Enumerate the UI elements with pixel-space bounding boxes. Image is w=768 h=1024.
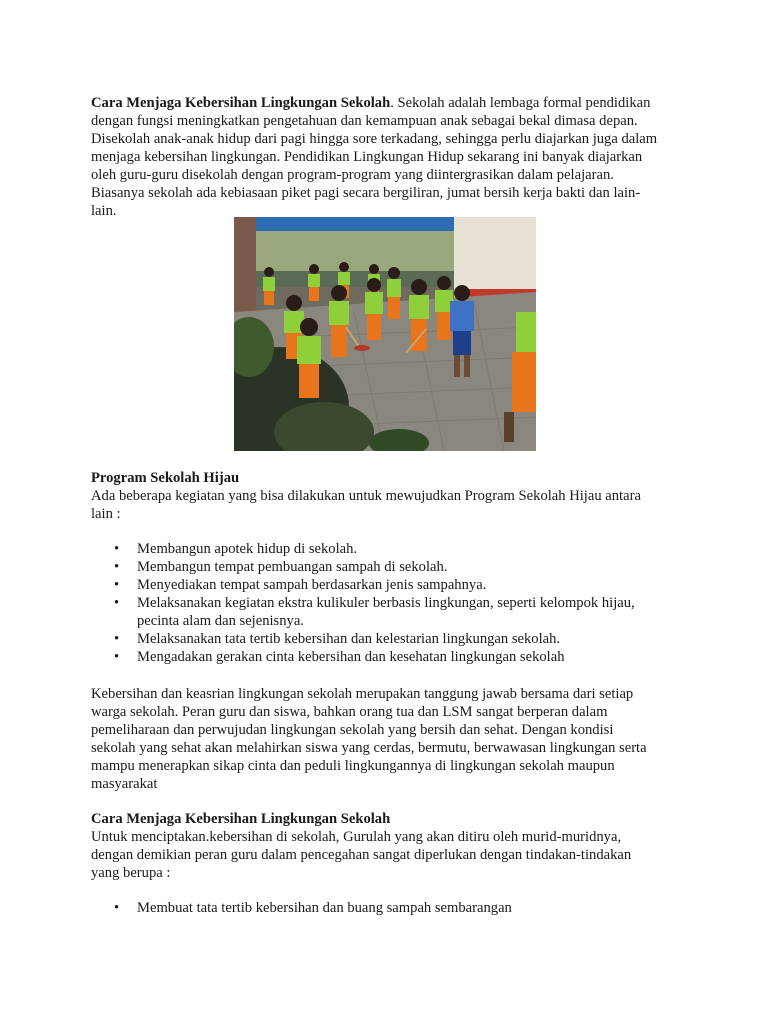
cara-menjaga-section	[91, 810, 691, 882]
text-line: Kebersihan dan keasrian lingkungan sekolah merupakan tanggung jawab bersama dari setiap	[91, 686, 634, 702]
text-line: lain.	[91, 203, 117, 219]
text-line: pemeliharaan dan perwujudan lingkungan sekolah yang bersih dan sehat. Dengan kondisi	[91, 722, 614, 738]
text-line: yang berupa :	[91, 865, 171, 881]
kebersihan-paragraph	[91, 685, 691, 793]
text-line: oleh guru-guru disekolah dengan program-program yang diintergrasikan dalam pelajaran.	[91, 167, 614, 183]
text-line: Biasanya sekolah ada kebiasaan piket pagi secara bergiliran, jumat bersih kerja bakti dan lain-	[91, 185, 641, 201]
list-item: • Membangun apotek hidup di sekolah.	[91, 540, 691, 558]
building-wall	[254, 231, 464, 271]
list-item: • Menyediakan tempat sampah berdasarkan jenis sampahnya.	[91, 576, 691, 594]
photo-illustration	[234, 217, 536, 451]
list-item: • Membangun tempat pembuangan sampah di sekolah.	[91, 558, 691, 576]
text-line: dengan fungsi meningkatkan pengetahuan dan kemampuan anak sebagai bekal dimasa depan.	[91, 113, 638, 129]
text-line: menjaga kebersihan lingkungan. Pendidikan Lingkungan Hidup sekarang ini banyak diajarkan	[91, 149, 643, 165]
text-line: mampu menerapkan sikap cinta dan peduli lingkungannya di lingkungan sekolah maupun	[91, 758, 615, 774]
list-item: • Melaksanakan tata tertib kebersihan dan kelestarian lingkungan sekolah.	[91, 630, 691, 648]
text-line: Disekolah anak-anak hidup dari pagi hingga sore terkadang, sehingga perlu diajarkan juga dalam	[91, 131, 658, 147]
text-line: dengan demikian peran guru dalam pencegahan sangat diperlukan dengan tindakan-tindakan	[91, 847, 632, 863]
text-line: lain :	[91, 506, 121, 522]
brick-pillar	[234, 217, 256, 327]
text-line: Untuk menciptakan.kebersihan di sekolah, Gurulah yang akan ditiru oleh murid-muridnya,	[91, 829, 622, 845]
list-item: • Mengadakan gerakan cinta kebersihan dan kesehatan lingkungan sekolah	[91, 648, 691, 666]
program-list	[91, 540, 691, 666]
section-heading: Cara Menjaga Kebersihan Lingkungan Sekolah	[91, 811, 391, 827]
text-line: masyarakat	[91, 776, 158, 792]
tindakan-list	[91, 899, 691, 917]
section-title: Cara Menjaga Kebersihan Lingkungan Sekolah	[91, 95, 391, 111]
building-roof	[254, 217, 464, 231]
text-line: . Sekolah adalah lembaga formal pendidikan	[390, 95, 651, 111]
intro-paragraph	[91, 94, 691, 220]
section-heading: Program Sekolah Hijau	[91, 470, 240, 486]
list-item: • Melaksanakan kegiatan ekstra kulikuler berbasis lingkungan, seperti kelompok hijau, pecinta alam dan sejenisnya.	[91, 594, 691, 630]
list-item: • Membuat tata tertib kebersihan dan buang sampah sembarangan	[91, 899, 691, 917]
text-line: sekolah yang sehat akan melahirkan siswa yang cerdas, bermutu, berwawasan lingkungan serta	[91, 740, 647, 756]
text-line: Ada beberapa kegiatan yang bisa dilakukan untuk mewujudkan Program Sekolah Hijau antara	[91, 488, 641, 504]
text-line: warga sekolah. Peran guru dan siswa, bahkan orang tua dan LSM sangat berperan dalam	[91, 704, 608, 720]
program-sekolah-hijau-section	[91, 469, 691, 523]
school-cleaning-photo	[234, 217, 536, 451]
